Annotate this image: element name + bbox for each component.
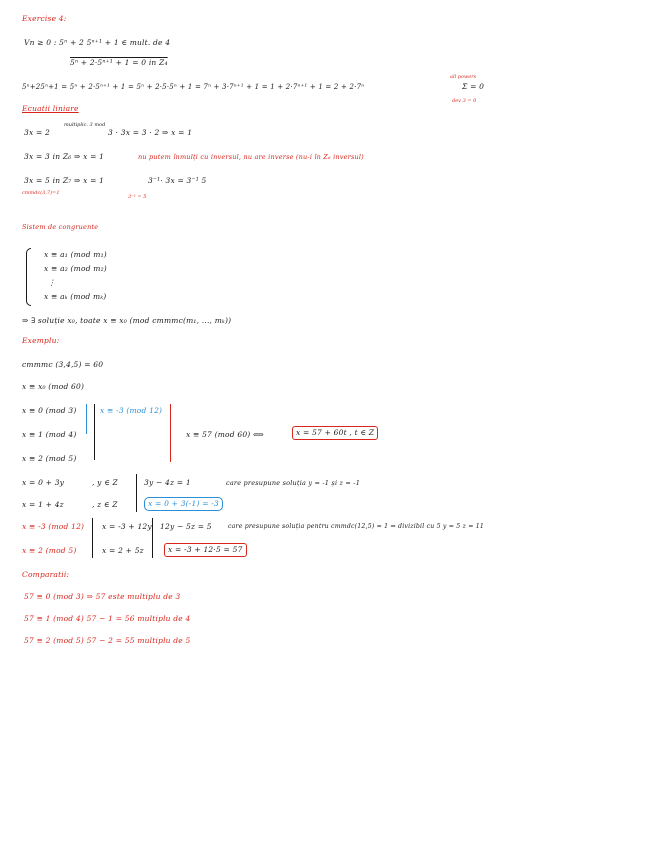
eq-line-3-inverse: 3⁻¹· 3x = 3⁻¹ 5 [148,176,207,185]
section-example: Exemplu: [22,336,60,345]
final-solution-box: x = 57 + 60t , t ∈ Z [292,426,378,440]
eq-line-3: 3x = 5 in Z₇ ⇒ x = 1 [24,176,105,185]
final-x-box: x = -3 + 12·5 = 57 [164,543,247,557]
eq-line-1-solution: 3 · 3x = 3 · 2 ⇒ x = 1 [108,128,193,137]
param-line-2-domain: , z ∈ Z [92,500,118,509]
combined-congruence: x ≡ -3 (mod 12) [100,406,163,415]
diophantine-eq-1: 3y − 4z = 1 [144,478,191,487]
section-congruence-system: Sistem de congruente [22,223,99,231]
section-comparisons: Comparatii: [22,570,70,579]
system-line-1: x ≡ a₁ (mod m₁) [44,250,107,259]
statement-line: Vn ≥ 0 : 5ⁿ + 2 5ⁿ⁺¹ + 1 ∈ mult. de 4 [24,38,171,47]
param-line-1: x = 0 + 3y [22,478,65,487]
comparison-line-3: 57 ≡ 2 (mod 5) 57 − 2 = 55 multiplu de 5 [24,636,191,645]
reduced-bar-2 [152,518,153,558]
statement-mod-line: 5ⁿ + 2·5ⁿ⁺¹ + 1 = 0 in Z₄ [70,58,168,67]
reduced-congruence-1: x ≡ -3 (mod 12) [22,522,85,531]
exercise-title: Exercise 4: [22,14,67,23]
eq-line-2: 3x = 3 in Z₆ ⇒ x = 1 [24,152,105,161]
example-congruence-3: x ≡ 2 (mod 5) [22,454,77,463]
general-solution-line: x ≡ x₀ (mod 60) [22,382,85,391]
sum-note: Σ = 0 [462,82,485,91]
partial-solution-box: x = 0 + 3(-1) = -3 [144,497,223,511]
param-line-1-domain: , y ∈ Z [92,478,118,487]
diophantine-eq-1-note: care presupune soluția y = -1 și z = -1 [226,479,361,487]
system-line-2: x ≡ a₂ (mod m₂) [44,264,107,273]
inverse-note: 3⁻¹ = 5 [128,194,147,200]
system-line-4: x ≡ aₖ (mod mₖ) [44,292,107,301]
lcm-line: cmmmc (3,4,5) = 60 [22,360,104,369]
blue-bar [86,404,87,434]
reduced-param-1: x = -3 + 12y [102,522,152,531]
example-congruence-2: x ≡ 1 (mod 4) [22,430,77,439]
eq-line-2-note: nu putem înmulți cu inversul, nu are inverse (nu-i în Z₆ inversul) [138,153,364,161]
reduced-bar-1 [92,518,93,558]
param-line-2: x = 1 + 4z [22,500,64,509]
param-bar [136,474,137,512]
computation-line: 5ⁿ+25ⁿ+1 = 5ⁿ + 2·5ⁿ⁺¹ + 1 = 5ⁿ + 2·5·5ⁿ + 1 = 7ⁿ + 3·7ⁿ⁺¹ + 1 = 1 + 2·7ⁿ⁺¹ + 1 = 2 + 2·7ⁿ [22,83,365,91]
diophantine-eq-2: 12y − 5z = 5 [160,522,212,531]
red-bar [170,404,171,462]
example-congruence-1: x ≡ 0 (mod 3) [22,406,77,415]
system-line-3: ⋮ [48,278,56,287]
comparison-line-2: 57 ≡ 1 (mod 4) 57 − 1 = 56 multiplu de 4 [24,614,191,623]
section-linear-equations: Ecuatii liniare [22,104,79,113]
dev-note: dev 3 = 0 [452,98,477,104]
reduced-param-2: x = 2 + 5z [102,546,144,555]
final-congruence: x ≡ 57 (mod 60) ⟺ [186,430,264,439]
eq-line-1-note: multiplic. 3 mod [64,122,106,128]
black-bar [94,404,95,460]
eq-line-1: 3x = 2 [24,128,51,137]
gcd-note: cmmdc(3,7)=1 [22,190,60,196]
reduced-congruence-2: x ≡ 2 (mod 5) [22,546,77,555]
system-brace [26,248,31,306]
existence-statement: ⇒ ∃ soluție x₀, toate x ≡ x₀ (mod cmmmc(m₁, ..., mₖ)) [22,316,232,325]
diophantine-eq-2-note: care presupune soluția pentru cmmdc(12,5) = 1 ⇒ divizibil cu 5 y = 5 z = 11 [228,523,485,530]
all-powers-note: all powers [450,74,477,80]
comparison-line-1: 57 ≡ 0 (mod 3) ⇒ 57 este multiplu de 3 [24,592,181,601]
